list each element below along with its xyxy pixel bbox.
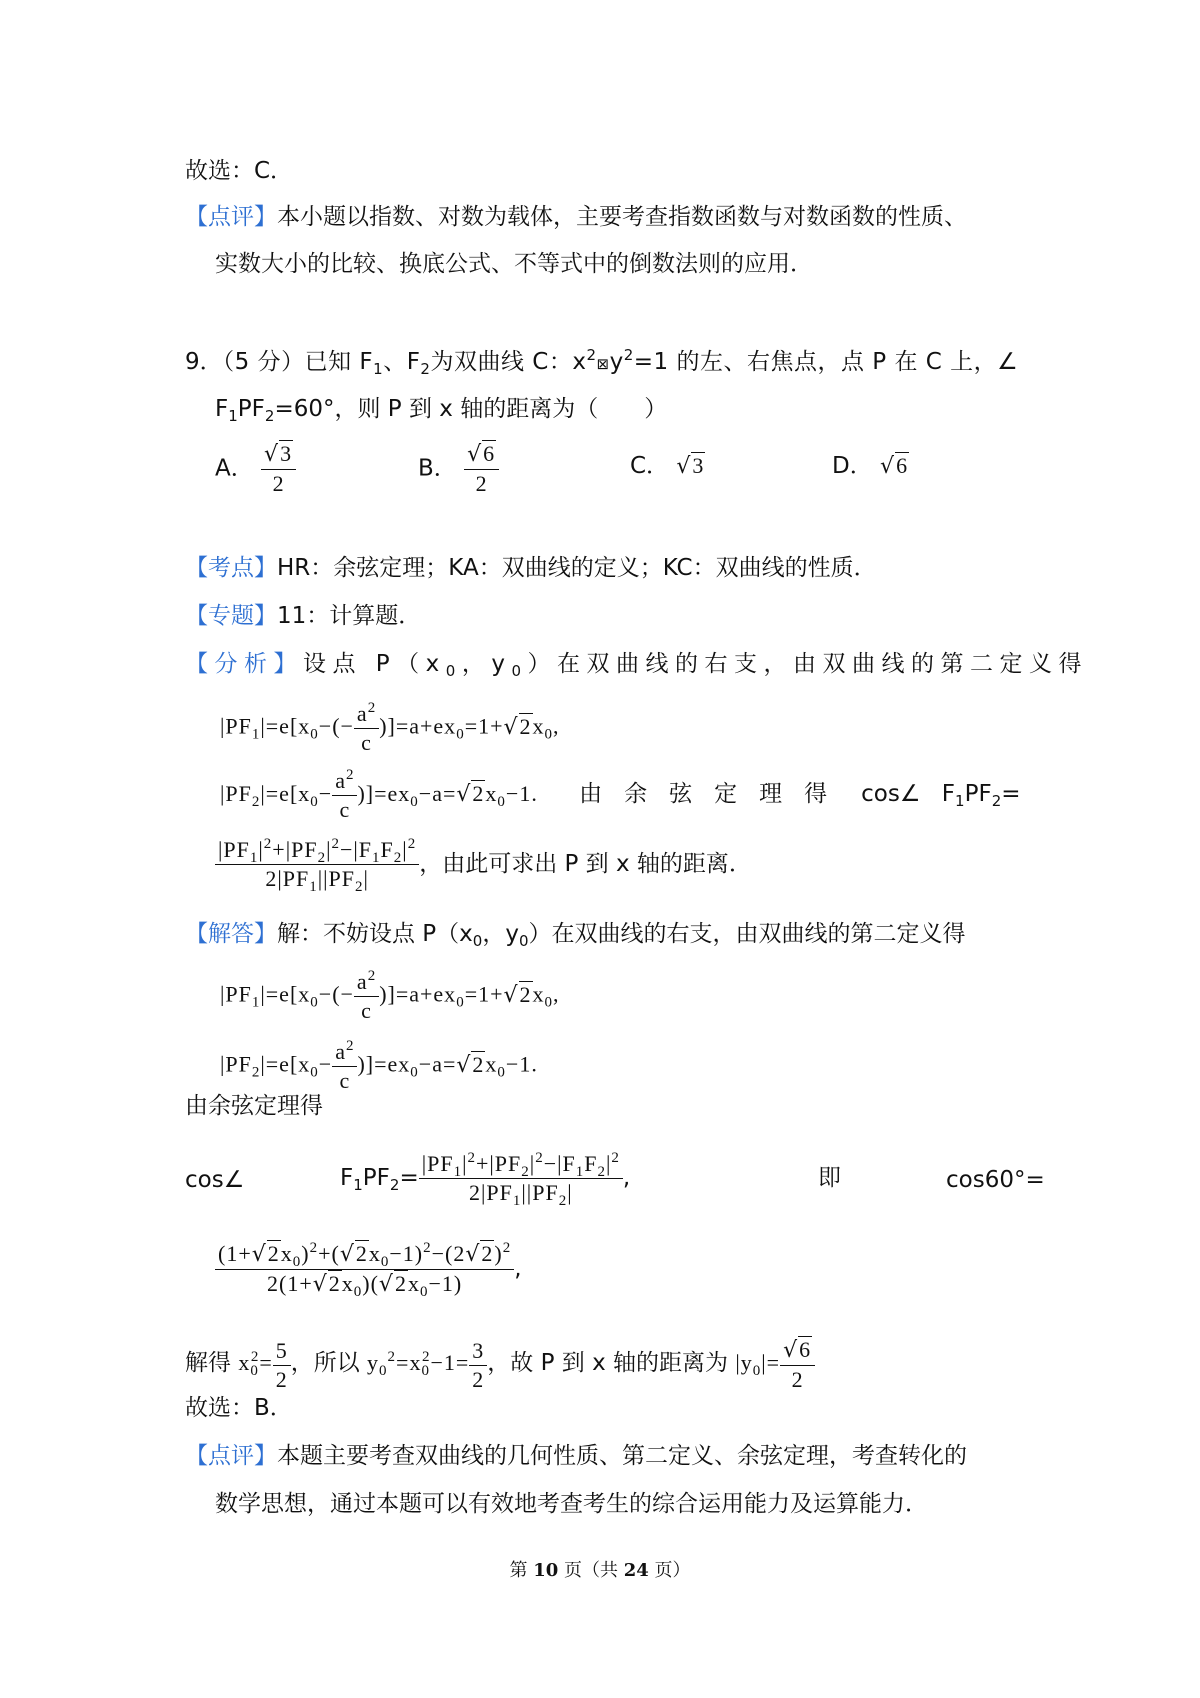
jieda-cos-fraction: $F_1PF_2=$ $\frac{|PF_1|^2+|PF_2|^2-|F_1F_2|^2}{2|PF_1||PF_2|}$ , bbox=[340, 1150, 631, 1209]
kaodian-line: 【考点】HR：余弦定理；KA：双曲线的定义；KC：双曲线的性质． bbox=[185, 555, 877, 581]
question-number: 9． bbox=[185, 349, 223, 375]
question-9-line2: $F_1PF_2=60^\circ$，则 P 到 x 轴的距离为（ ） bbox=[215, 396, 668, 425]
fenxi-pf1-formula: $|PF_1|=e[x_0-(-$ $\frac{a^2}{c}$ )]$=a+ex_0=1+√2x_0$, bbox=[220, 700, 560, 755]
jieda-cos60-fraction: $\frac{(1+√2x_0)^2+(√2x_0-1)^2-(2√2)^2}{2(1+√2x_0)(√2x_0-1)}$ , bbox=[215, 1240, 522, 1299]
comment-tag: 【点评】 bbox=[185, 204, 277, 230]
comment-text: 本小题以指数、对数为载体，主要考查指数函数与对数函数的性质、 bbox=[277, 204, 967, 230]
jieda-ji: 即 bbox=[818, 1165, 841, 1191]
prev-answer: 故选：C． bbox=[185, 158, 294, 184]
jieda-line1: 【解答】解：不妨设点 $P(x_0$，$y_0$）在双曲线的右支，由双曲线的第二定义得 bbox=[185, 921, 966, 950]
garbled-glyph: ⊠ bbox=[596, 355, 610, 373]
question-9-line1 bbox=[185, 346, 1018, 380]
jieda-solve-line: 解得 $x_0^2=$ $\frac{5}{2}$ ，所以 $y_0^2=x_0^2-1=$ $\frac{3}{2}$ ，故 P 到 x 轴的距离为 $|y_0|=$ $\frac{√6}{2}$ bbox=[185, 1336, 815, 1394]
jieda-answer: 故选：B． bbox=[185, 1395, 293, 1421]
option-d[interactable]: D． √6 bbox=[832, 453, 909, 479]
jieda-pf1-formula: $|PF_1|=e[x_0-(-$ $\frac{a^2}{c}$ )]$=a+ex_0=1+√2x_0$, bbox=[220, 968, 560, 1023]
jieda-cos60: cos60°= bbox=[946, 1167, 1045, 1193]
prev-comment-line1 bbox=[185, 201, 967, 233]
page-footer: 第 10 页（共 24 页） bbox=[509, 1560, 691, 1581]
fenxi-line1: 【分析】设点 $P(x_0$，$y_0$）在双曲线的右支，由双曲线的第二定义得 bbox=[185, 651, 1089, 680]
jieda-cos-prefix: cos∠ bbox=[185, 1167, 245, 1193]
option-b[interactable]: B． $\frac{√6}{2}$ bbox=[418, 440, 499, 498]
fenxi-cos-fraction: $\frac{|PF_1|^2+|PF_2|^2-|F_1F_2|^2}{2|PF_1||PF_2|}$ ，由此可求出 P 到 x 轴的距离． bbox=[215, 836, 752, 893]
question-stem: （5 分）已知 $F_1$、$F_2$为双曲线 C：$x^2⊠y^2=1$ 的左、右焦点，点 P 在 C 上，∠ bbox=[222, 346, 1019, 378]
jieda-pf2-formula: $|PF_2|=e[x_0-$ $\frac{a^2}{c}$ )]$=ex_0-a=√2x_0-1$. bbox=[220, 1038, 538, 1093]
option-c[interactable]: C． √3 bbox=[630, 453, 705, 479]
fenxi-pf2-line: $|PF_2|=e[x_0-$ $\frac{a^2}{c}$ )]$=ex_0-a=√2x_0-1$. 由余弦定理得 cos∠ $F_1PF_2=$ bbox=[220, 767, 1021, 822]
dianping-line1: 【点评】本题主要考查双曲线的几何性质、第二定义、余弦定理，考查转化的 bbox=[185, 1443, 967, 1469]
jieda-by-cos: 由余弦定理得 bbox=[185, 1093, 323, 1119]
dianping-line2: 数学思想，通过本题可以有效地考查考生的综合运用能力及运算能力． bbox=[215, 1491, 928, 1517]
prev-comment-line2: 实数大小的比较、换底公式、不等式中的倒数法则的应用． bbox=[215, 251, 813, 277]
option-a[interactable]: A． $\frac{√3}{2}$ bbox=[215, 440, 296, 498]
zhuanti-line: 【专题】11：计算题． bbox=[185, 603, 422, 629]
